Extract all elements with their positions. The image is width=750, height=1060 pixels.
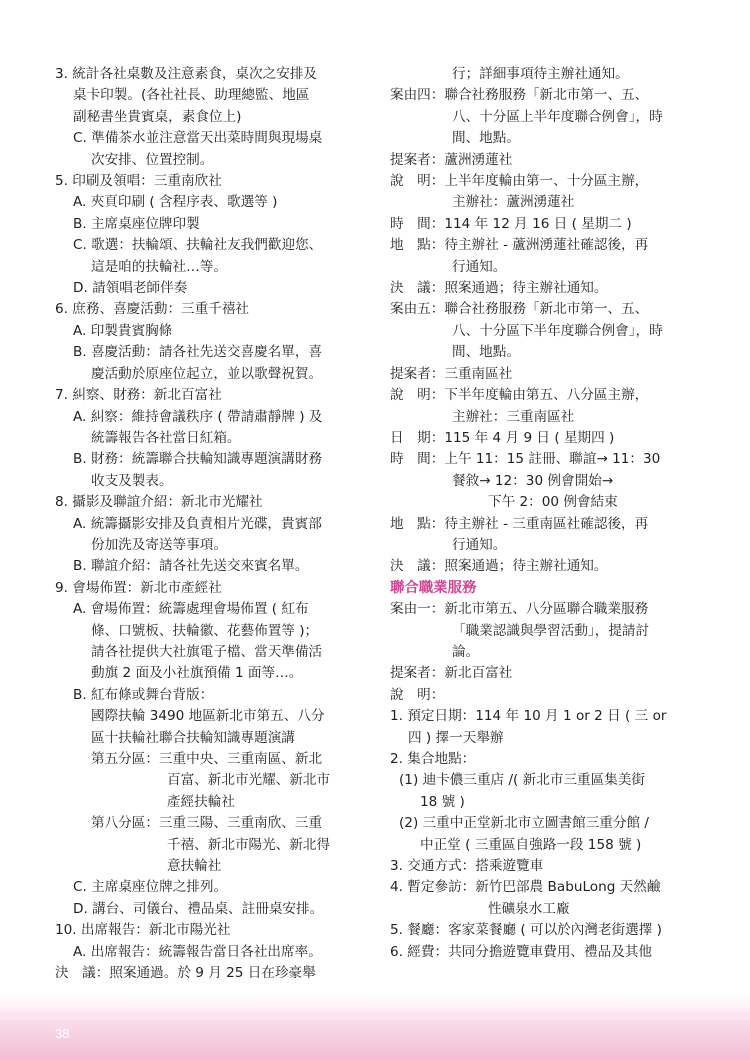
text-line: A. 會場佈置：統籌處理會場佈置 ( 紅布 [73,601,309,618]
text-line: B. 主席桌座位牌印製 [73,215,200,232]
text-line: D. 講台、司儀台、禮品桌、註冊桌安排。 [73,900,324,917]
text-line: D. 請領唱老師伴奏 [73,280,188,297]
text-line: B. 財務：統籌聯合扶輪知識專題演講財務 [73,451,323,468]
text-line: 八、十分區上半年度聯合例會」，時 [452,108,663,125]
text-line: 收支及製表。 [91,472,173,489]
text-line: 5. 印刷及領唱：三重南欣社 [55,173,222,190]
left-column [55,64,370,984]
text-line: 四 ) 擇一天舉辦 [408,729,504,746]
text-line: 案由一：新北市第五、八分區聯合職業服務 [390,601,649,618]
text-line: 7. 糾察、財務：新北百富社 [55,387,222,404]
text-line: C. 準備茶水並注意當天出菜時間與現場桌 [73,130,323,147]
text-line: 2. 集合地點： [390,751,476,767]
text-line: 中正堂 ( 三重區自強路一段 158 號 ) [420,836,642,853]
text-line: 意扶輪社 [167,858,222,875]
text-line: 國際扶輪 3490 地區新北市第五、八分 [91,708,325,725]
text-line: A. 糾察：維持會議秩序 ( 帶請肅靜牌 ) 及 [73,408,323,425]
text-line: 統籌報告各社當日紅箱。 [91,429,241,446]
text-line: 9. 會場佈置：新北市產經社 [55,579,222,596]
text-line: 6. 經費：共同分擔遊覽車費用、禮品及其他 [390,943,652,960]
text-line: 條、口號板、扶輪徽、花藝佈置等 )； [91,622,319,639]
text-line: B. 聯誼介紹：請各社先送交來賓名單。 [73,558,309,575]
text-line: 慶活動於原座位起立，並以歌聲祝賀。 [91,365,323,382]
text-line: (2) 三重中正堂新北市立圖書館三重分館 / [399,815,649,832]
text-line: B. 喜慶活動：請各社先送交喜慶名單，喜 [73,344,323,361]
text-line: 5. 餐廳：客家菜餐廳 ( 可以於內灣老街選擇 ) [390,922,662,939]
text-line: 行通知。 [452,536,507,553]
right-column [390,64,705,963]
text-line: 產經扶輪社 [167,793,235,810]
text-line: 4. 暫定參訪：新竹巴部農 BabuLong 天然鹼 [390,879,661,896]
text-line: 百富、新北市光耀、新北市 [167,772,331,789]
text-line: 地 點：待主辦社 - 蘆洲湧蓮社確認後，再 [390,237,649,254]
text-line: 第五分區：三重中央、三重南區、新北 [91,751,323,767]
text-line: 間、地點。 [452,130,520,147]
text-line: 動旗 2 面及小社旗預備 1 面等…。 [91,665,303,682]
text-line: 3. 統計各社桌數及注意素食，桌次之安排及 [55,66,317,82]
text-line: 主辦社：蘆洲湧蓮社 [452,194,575,211]
text-line: 決 議：照案通過；待主辦社通知。 [390,558,608,575]
text-line: 這是咱的扶輪社…等。 [91,258,227,275]
text-line: 論。 [452,643,480,660]
text-line: 說 明：下半年度輪由第五、八分區主辦， [390,387,649,404]
text-line: 提案者：三重南區社 [390,365,513,382]
text-line: 千禧、新北市陽光、新北得 [167,836,331,853]
text-line: 性礦泉水工廠 [488,900,570,917]
text-line: 說 明： [390,686,445,703]
text-line: 行通知。 [452,258,507,275]
text-line: 提案者：新北百富社 [390,665,513,682]
text-line: 3. 交通方式：搭乘遊覽車 [390,858,544,875]
text-line: C. 歌選：扶輪頌、扶輪社友我們歡迎您、 [73,237,323,254]
text-line: 桌卡印製。(各社社長、助理總監、地區 [73,87,310,104]
text-line: 請各社提供大社旗電子檔、當天準備活 [91,643,323,660]
text-line: 地 點：待主辦社 - 三重南區社確認後，再 [390,515,649,532]
text-line: 主辦社：三重南區社 [452,408,575,425]
text-line: 日 期：115 年 4 月 9 日 ( 星期四 ) [390,429,615,446]
text-line: 間、地點。 [452,344,520,361]
text-line: A. 統籌攝影安排及負責相片光碟，貴賓部 [73,515,322,532]
text-line: 18 號 ) [420,793,465,810]
page-number: 38 [55,1026,70,1041]
text-line: 說 明：上半年度輪由第一、十分區主辦， [390,173,649,190]
text-line: C. 主席桌座位牌之排列。 [73,879,228,896]
text-line: 決 議：照案通過。於 9 月 25 日在珍豪舉 [55,965,316,982]
text-line: 份加洗及寄送等事項。 [91,536,227,553]
text-line: 餐敘→ 12：30 例會開始→ [452,472,614,489]
text-line: 決 議：照案通過；待主辦社通知。 [390,280,608,297]
text-line: 區十扶輪社聯合扶輪知識專題演講 [91,729,295,746]
text-line: 提案者：蘆洲湧蓮社 [390,151,513,168]
footer-band [0,1012,750,1060]
text-line: 「職業認識與學習活動」，提請討 [452,622,650,639]
text-line: 1. 預定日期：114 年 10 月 1 or 2 日 ( 三 or [390,708,667,725]
text-line: (1) 迪卡儂三重店 /( 新北市三重區集美街 [399,772,646,789]
text-line: B. 紅布條或舞台背版： [73,686,214,703]
text-line: 6. 庶務、喜慶活動：三重千禧社 [55,301,250,318]
text-line: A. 出席報告：統籌報告當日各社出席率。 [73,943,322,960]
text-line: 八、十分區下半年度聯合例會」，時 [452,322,663,339]
text-line: 時 間：上午 11：15 註冊、聯誼→ 11：30 [390,451,661,468]
text-line: A. 夾頁印刷 ( 含程序表、歌選等 ) [73,194,278,211]
text-line: A. 印製貴賓胸條 [73,322,173,339]
text-line: 行；詳細事項待主辦社通知。 [452,66,629,82]
text-line: 案由五：聯合社務服務「新北市第一、五、 [390,301,649,318]
text-line: 時 間：114 年 12 月 16 日 ( 星期二 ) [390,215,632,232]
text-line: 下午 2：00 例會結束 [488,494,618,511]
section-heading: 聯合職業服務 [390,579,477,596]
text-line: 案由四：聯合社務服務「新北市第一、五、 [390,87,649,104]
text-line: 副秘書坐貴賓桌，素食位上) [73,108,242,125]
text-line: 10. 出席報告：新北市陽光社 [55,922,231,939]
text-line: 第八分區：三重三陽、三重南欣、三重 [91,815,323,832]
text-line: 次安排、位置控制。 [91,151,214,168]
text-line: 8. 攝影及聯誼介紹：新北市光耀社 [55,494,263,511]
